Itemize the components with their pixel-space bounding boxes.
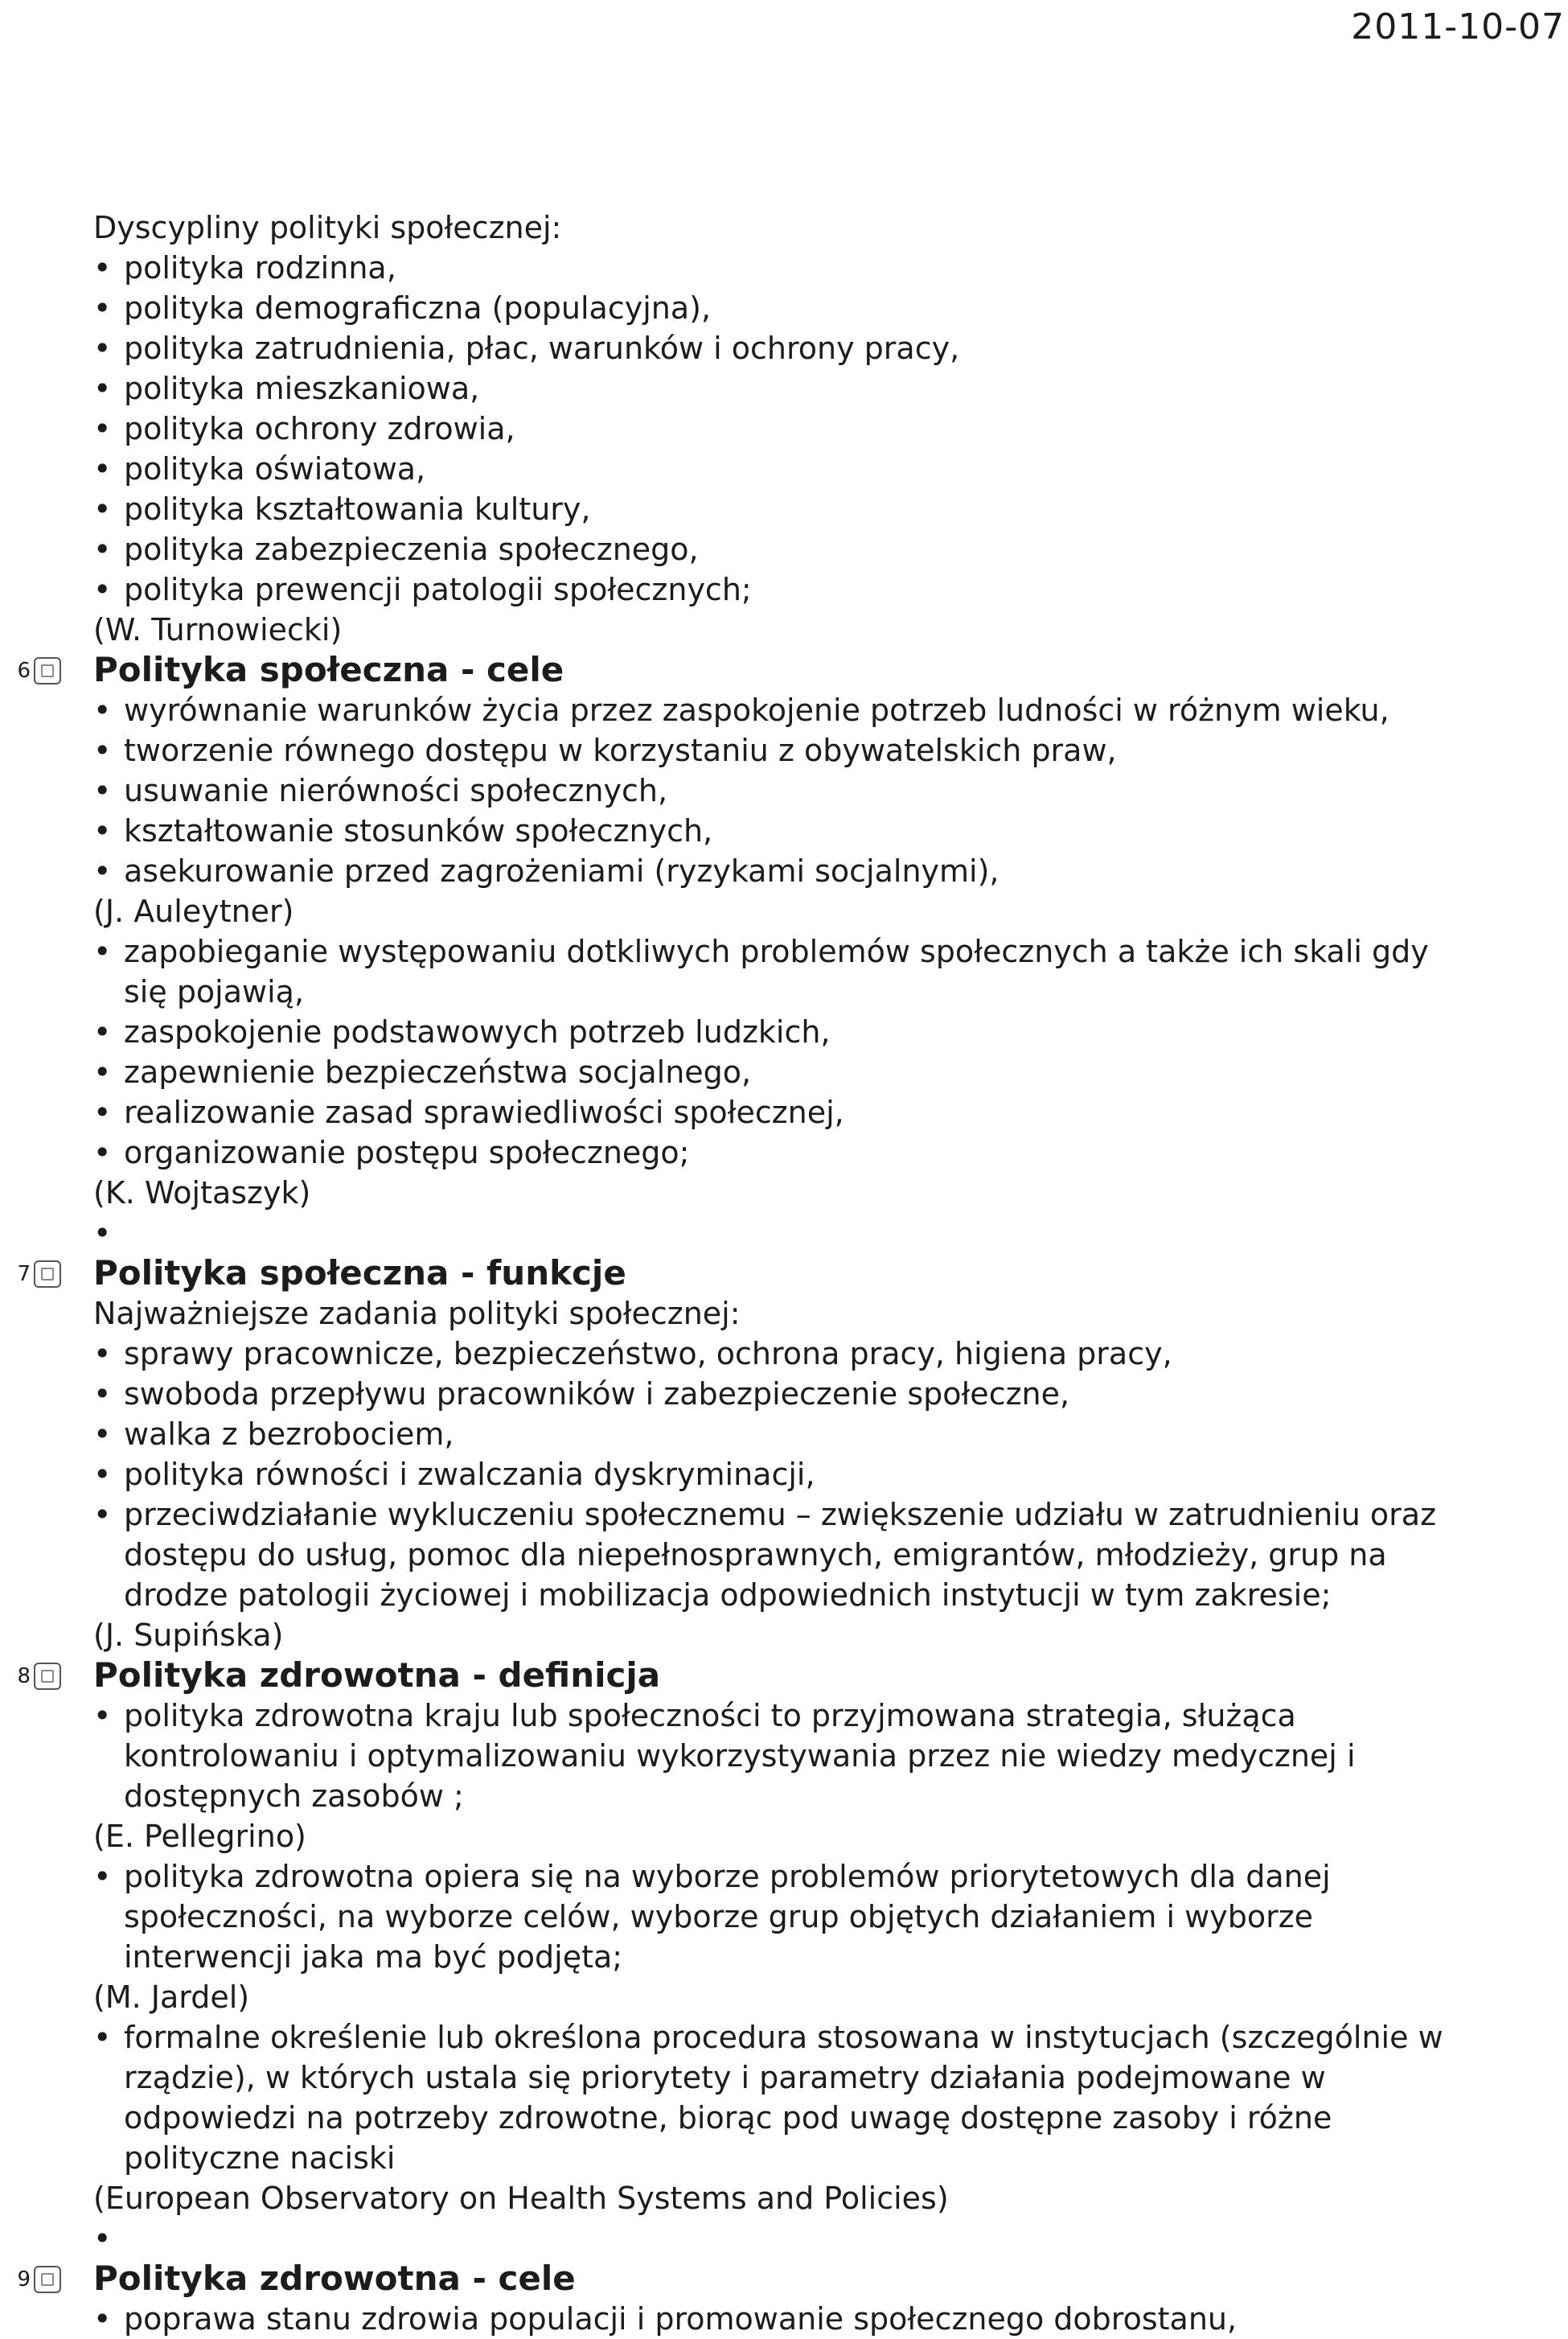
bullet-item: • polityka kształtowania kultury, — [93, 489, 1541, 529]
slide-heading — [17, 650, 1541, 690]
slide-title: Polityka społeczna - cele — [93, 650, 564, 689]
bullet-item: • realizowanie zasad sprawiedliwości społecznej, — [93, 1092, 1541, 1133]
bullet-item: • polityka oświatowa, — [93, 449, 1541, 489]
bullet-continuation: społeczności, na wyborze celów, wyborze grup objętych działaniem i wyborze — [124, 1899, 1314, 1934]
bullet-item: • polityka ochrony zdrowia, — [93, 409, 1541, 449]
bullet-item: • organizowanie postępu społecznego; — [93, 1133, 1541, 1173]
bullet-item: • swoboda przepływu pracowników i zabezpieczenie społeczne, — [93, 1374, 1541, 1414]
slide-marker — [13, 1258, 61, 1290]
slide-heading — [17, 1253, 1541, 1293]
text-line: (E. Pellegrino) — [93, 1819, 306, 1854]
text-line: (M. Jardel) — [93, 1979, 250, 2015]
bullet-item: • formalne określenie lub określona procedura stosowana w instytucjach (szczególnie w — [93, 2017, 1541, 2057]
bullet-item: • poprawa stanu zdrowia populacji i promowanie społecznego dobrostanu, — [93, 2299, 1541, 2339]
slide-thumbnail-icon — [34, 2266, 61, 2293]
bullet-item: • zaspokojenie podstawowych potrzeb ludzkich, — [93, 1012, 1541, 1052]
slide-thumbnail-icon — [34, 1260, 61, 1288]
text-line: Najważniejsze zadania polityki społecznej: — [93, 1296, 741, 1331]
slide-heading — [17, 2259, 1541, 2299]
bullet-continuation: dostępnych zasobów ; — [124, 1778, 464, 1814]
slide-heading — [17, 1655, 1541, 1696]
bullet-continuation: odpowiedzi na potrzeby zdrowotne, biorąc pod uwagę dostępne zasoby i różne — [124, 2100, 1332, 2136]
slide-title: Polityka zdrowotna - definicja — [93, 1655, 661, 1695]
bullet-item: • walka z bezrobociem, — [93, 1414, 1541, 1454]
slide-number: 8 — [17, 1664, 31, 1688]
bullet-item: • sprawy pracownicze, bezpieczeństwo, ochrona pracy, higiena pracy, — [93, 1334, 1541, 1374]
bullet-item: • zapobieganie występowaniu dotkliwych problemów społecznych a także ich skali gdy — [93, 931, 1541, 972]
bullet-item: • polityka rodzinna, — [93, 248, 1541, 288]
slide-marker — [13, 2263, 61, 2296]
bullet-item — [93, 1213, 1541, 1253]
bullet-continuation: drodze patologii życiowej i mobilizacja odpowiednich instytucji w tym zakresie; — [124, 1577, 1332, 1613]
bullet-continuation: rządzie), w których ustala się priorytety i parametry działania podejmowane w — [124, 2060, 1326, 2095]
slide-number: 6 — [17, 659, 31, 683]
bullet-continuation: polityczne naciski — [124, 2140, 396, 2176]
slide-marker — [13, 655, 61, 687]
bullet-item: • polityka zdrowotna kraju lub społeczności to przyjmowana strategia, służąca — [93, 1696, 1541, 1736]
slide-number: 7 — [17, 1262, 31, 1286]
bullet-item: • wyrównanie warunków życia przez zaspokojenie potrzeb ludności w różnym wieku, — [93, 690, 1541, 730]
bullet-item: • polityka mieszkaniowa, — [93, 368, 1541, 409]
bullet-item: • polityka zatrudnienia, płac, warunków i ochrony pracy, — [93, 328, 1541, 368]
slide-thumbnail-icon — [34, 657, 61, 684]
bullet-item: • polityka prewencji patologii społecznych; — [93, 569, 1541, 610]
bullet-item: • tworzenie równego dostępu w korzystaniu z obywatelskich praw, — [93, 730, 1541, 771]
print-date: 2011-10-07 — [1351, 6, 1565, 47]
bullet-item: • polityka demograficzna (populacyjna), — [93, 288, 1541, 328]
text-line: (J. Supińska) — [93, 1618, 284, 1653]
bullet-item: • kształtowanie stosunków społecznych, — [93, 811, 1541, 851]
text-line: Dyscypliny polityki społecznej: — [93, 210, 562, 245]
text-line: (J. Auleytner) — [93, 894, 294, 929]
bullet-item — [93, 2218, 1541, 2259]
bullet-continuation: kontrolowaniu i optymalizowaniu wykorzystywania przez nie wiedzy medycznej i — [124, 1738, 1356, 1774]
bullet-item: • zapewnienie bezpieczeństwa socjalnego, — [93, 1052, 1541, 1092]
slide-marker — [13, 1660, 61, 1692]
bullet-item: • polityka równości i zwalczania dyskryminacji, — [93, 1454, 1541, 1494]
bullet-continuation: się pojawią, — [124, 974, 305, 1009]
bullet-item: • usuwanie nierówności społecznych, — [93, 771, 1541, 811]
slide-number: 9 — [17, 2267, 31, 2292]
bullet-item: • asekurowanie przed zagrożeniami (ryzykami socjalnymi), — [93, 851, 1541, 891]
slide-thumbnail-icon — [34, 1663, 61, 1690]
text-line: (W. Turnowiecki) — [93, 612, 343, 647]
bullet-item: • polityka zdrowotna opiera się na wyborze problemów priorytetowych dla danej — [93, 1856, 1541, 1897]
bullet-continuation: dostępu do usług, pomoc dla niepełnosprawnych, emigrantów, młodzieży, grup na — [124, 1537, 1387, 1572]
text-line: (European Observatory on Health Systems and Policies) — [93, 2181, 949, 2216]
slide-title: Polityka zdrowotna - cele — [93, 2259, 576, 2298]
bullet-item: • polityka zabezpieczenia społecznego, — [93, 529, 1541, 569]
slide-title: Polityka społeczna - funkcje — [93, 1253, 626, 1293]
document-body — [17, 208, 1541, 2339]
text-line: (K. Wojtaszyk) — [93, 1175, 311, 1211]
bullet-item: • przeciwdziałanie wykluczeniu społecznemu – zwiększenie udziału w zatrudnieniu oraz — [93, 1494, 1541, 1535]
bullet-continuation: interwencji jaka ma być podjęta; — [124, 1939, 623, 1975]
